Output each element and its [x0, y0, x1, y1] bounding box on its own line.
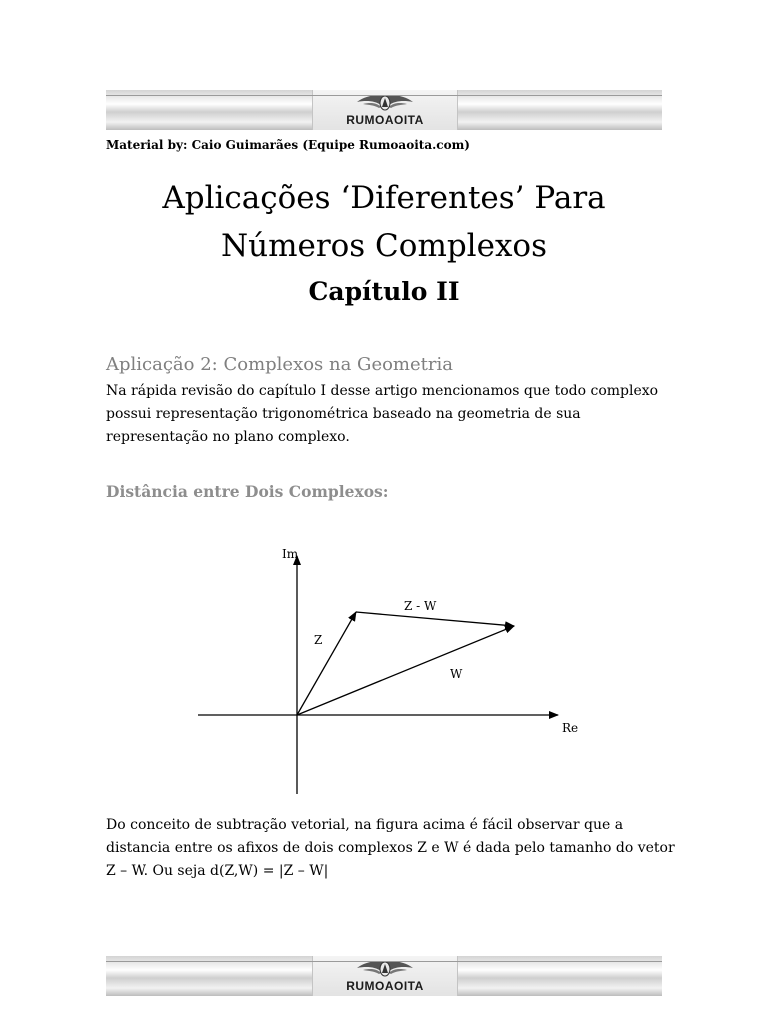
- footer-band: [106, 956, 662, 996]
- complex-plane-figure: [190, 540, 600, 800]
- header-logo: [312, 90, 458, 130]
- author-credit: Material by: Caio Guimarães (Equipe Rumoaoita.com): [106, 138, 470, 152]
- header-band: [106, 90, 662, 130]
- section-heading: Aplicação 2: Complexos na Geometria: [106, 354, 453, 375]
- page-title-line-1: Aplicações ‘Diferentes’ Para: [162, 180, 606, 216]
- label-z: Z: [314, 633, 323, 647]
- winged-emblem-icon: [355, 959, 415, 979]
- intro-paragraph: Na rápida revisão do capítulo I desse artigo mencionamos que todo complexo possui representação trigonométrica baseado na geometria de sua representação no plano complexo.: [106, 383, 659, 445]
- chapter-title: Capítulo II: [308, 277, 460, 306]
- axis-label-re: Re: [562, 721, 579, 735]
- distance-formula: d(Z,W) = |Z – W|: [210, 863, 329, 879]
- vector-z-minus-w: [356, 612, 514, 626]
- subsection-heading: Distância entre Dois Complexos:: [106, 482, 389, 501]
- conclusion-paragraph: [106, 814, 676, 883]
- header-logo-text: RUMOAOITA: [346, 113, 424, 127]
- axis-label-im: Im: [282, 547, 299, 561]
- conclusion-text: Do conceito de subtração vetorial, na figura acima é fácil observar que a distancia entre os afixos de dois complexos Z e W é dada pelo tamanho do vetor Z – W. Ou seja: [106, 817, 675, 879]
- label-z-minus-w: Z - W: [404, 599, 437, 613]
- vector-z: [297, 612, 356, 715]
- winged-emblem-icon: [355, 93, 415, 113]
- label-w: W: [450, 667, 463, 681]
- footer-logo-text: RUMOAOITA: [346, 979, 424, 993]
- page-title-line-2: Números Complexos: [220, 228, 547, 264]
- footer-logo: [312, 956, 458, 996]
- vector-w: [297, 626, 514, 715]
